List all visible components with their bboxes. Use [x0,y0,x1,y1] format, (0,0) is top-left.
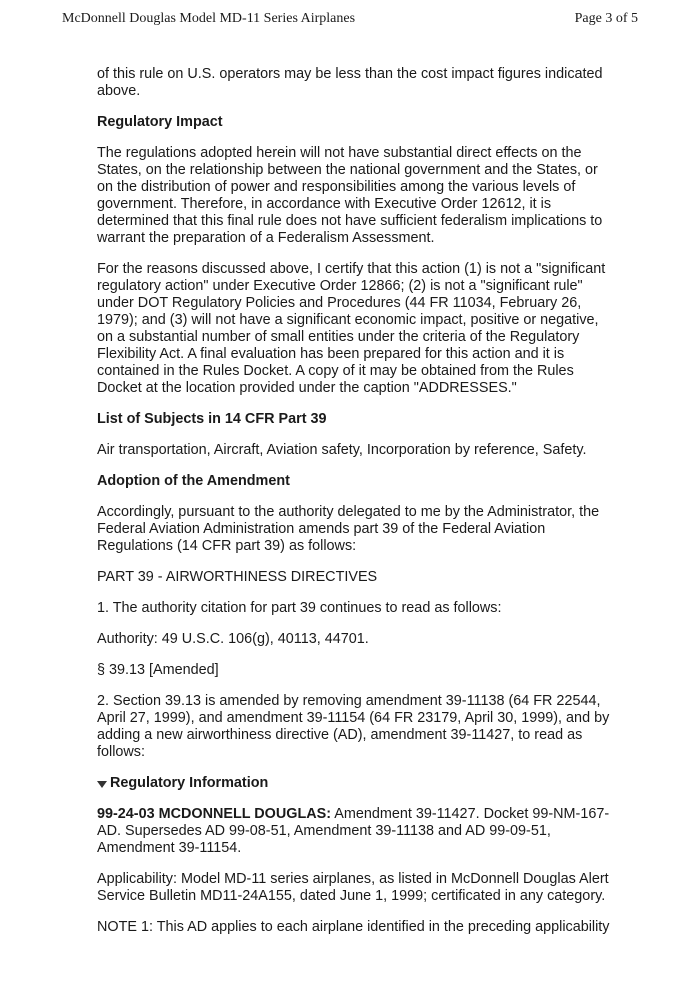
paragraph-item1: 1. The authority citation for part 39 continues to read as follows: [97,600,502,616]
paragraph-certify: For the reasons discussed above, I certify that this action (1) is not a "significant regulatory action" under Executive Order 12866; (2) is not a "significant rule" under DOT Regulatory Policies and Procedures (44 FR 11034, February 26, 1979); and (3) will not have a significant economic impact, positive or negative, on a substantial number of small entities under the criteria of the Regulatory Flexibility Act. A final evaluation has been prepared for this action and it is contained in the Rules Docket. A copy of it may be obtained from the Rules Docket at the location provided under the caption "ADDRESSES." [97,261,606,396]
paragraph-note1: NOTE 1: This AD applies to each airplane identified in the preceding applicability [97,919,610,935]
paragraph-adoption: Accordingly, pursuant to the authority delegated to me by the Administrator, the Federal Aviation Administration amends part 39 of the Federal Aviation Regulations (14 CFR part 39) as follows: [97,504,600,554]
page-header [0,0,700,40]
collapse-triangle-icon[interactable] [97,781,107,788]
paragraph-ad [97,806,617,857]
page-number: Page 3 of 5 [574,11,638,26]
paragraph-subjects: Air transportation, Aircraft, Aviation safety, Incorporation by reference, Safety. [97,442,587,458]
paragraph-federalism: The regulations adopted herein will not have substantial direct effects on the States, on the relationship between the national government and the States, or on the distribution of power and responsibilities among the various levels of government. Therefore, in accordance with Executive Order 12612, it is determined that this final rule does not have sufficient federalism implications to warrant the preparation of a Federalism Assessment. [97,145,603,246]
document-title: McDonnell Douglas Model MD-11 Series Airplanes [62,11,356,26]
paragraph-applicability: Applicability: Model MD-11 series airplanes, as listed in McDonnell Douglas Alert Service Bulletin MD11-24A155, dated June 1, 1999; certificated in any category. [97,871,609,904]
heading-list-of-subjects: List of Subjects in 14 CFR Part 39 [97,411,327,427]
paragraph-item2: 2. Section 39.13 is amended by removing amendment 39-11138 (64 FR 22544, April 27, 1999), and amendment 39-11154 (64 FR 23179, April 30, 1999), and by adding a new airworthiness directive (AD), amendment 39-11427, to read as follows: [97,693,610,760]
paragraph-continued: of this rule on U.S. operators may be less than the cost impact figures indicated above. [97,66,603,99]
heading-regulatory-information[interactable] [97,775,617,792]
heading-adoption: Adoption of the Amendment [97,473,290,489]
paragraph-authority: Authority: 49 U.S.C. 106(g), 40113, 44701. [97,631,369,647]
ad-identifier: 99-24-03 MCDONNELL DOUGLAS: [97,806,332,822]
heading-regulatory-information-label: Regulatory Information [110,775,269,791]
heading-regulatory-impact: Regulatory Impact [97,114,223,130]
paragraph-section-amended: § 39.13 [Amended] [97,662,219,678]
ad-text: Amendment 39-11427. Docket 99-NM-167-AD. Supersedes AD 99-08-51, Amendment 39-11138 and AD 99-09-51, Amendment 39-11154. [97,806,610,856]
document-body [97,66,617,950]
paragraph-part39: PART 39 - AIRWORTHINESS DIRECTIVES [97,569,378,585]
